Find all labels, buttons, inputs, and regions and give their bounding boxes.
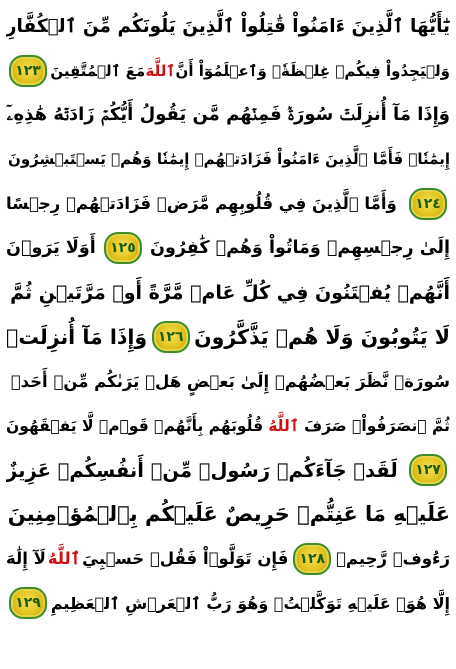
ayah-number-marker: ١٢٧ [409, 454, 447, 486]
line-9 [6, 359, 450, 403]
verse-lines [6, 4, 450, 625]
line-text-tail: فَإِن تَوَلَّوۡاْ فَقُلۡ حَسۡبِيَ [82, 549, 289, 569]
divine-name: ٱللَّهُ [47, 549, 81, 569]
line-text: قُلُوبَهُم بِأَنَّهُمۡ قَوۡمٞ لَّا يَفۡقَهُونَ [6, 416, 264, 435]
line-text: إِيمَٰنٗاۚ فَأَمَّا ٱلَّذِينَ ءَامَنُواْ فَزَادَتۡهُمۡ إِيمَٰنٗا وَهُمۡ يَسۡتَبۡشِرُونَ [8, 150, 450, 169]
line-5 [6, 182, 450, 226]
line-8 [6, 315, 450, 359]
ayah-number-marker: ١٢٣ [9, 55, 47, 87]
line-text: يَٰٓأَيُّهَا ٱلَّذِينَ ءَامَنُواْ قَٰتِلُواْ ٱلَّذِينَ يَلُونَكُم مِّنَ ٱلۡكُفَّارِ [6, 15, 450, 37]
ayah-number-marker: ١٢٦ [152, 321, 190, 353]
line-13 [6, 537, 450, 581]
divine-name: ٱللَّهَ [145, 61, 176, 80]
line-text: وَإِذَا مَآ أُنزِلَتۡ سُورَةٞ فَمِنۡهُم مَّن يَقُولُ أَيُّكُمۡ زَادَتۡهُ هَٰذِهِۦٓ [6, 104, 450, 126]
line-text: إِلَىٰ رِجۡسِهِمۡ وَمَاتُواْ وَهُمۡ كَٰفِرُونَ [150, 238, 450, 259]
line-text: مَعَ ٱلۡمُتَّقِينَ [50, 61, 146, 80]
divine-name: ٱللَّهُ [268, 416, 299, 435]
line-3 [6, 93, 450, 137]
line-11 [6, 448, 450, 492]
line-text: وَأَمَّا ٱلَّذِينَ فِي قُلُوبِهِم مَّرَضٞ فَزَادَتۡهُمۡ رِجۡسًا [6, 194, 397, 214]
ayah-number-marker: ١٢٨ [293, 543, 331, 575]
line-6 [6, 226, 450, 270]
line-text: وَلۡيَجِدُواْ فِيكُمۡ غِلۡظَةٗۚ وَٱعۡلَمُوٓاْ أَنَّ [175, 61, 450, 80]
line-text: سُورَةٞ نَّظَرَ بَعۡضُهُمۡ إِلَىٰ بَعۡضٍ هَلۡ يَرَىٰكُم مِّنۡ أَحَدٖ [10, 371, 450, 391]
line-text-tail: أَوَلَا يَرَوۡنَ [6, 238, 96, 259]
line-text: إِلَّا هُوَۖ عَلَيۡهِ تَوَكَّلۡتُۖ وَهُوَ رَبُّ ٱلۡعَرۡشِ ٱلۡعَظِيمِ [50, 593, 450, 613]
line-7 [6, 270, 450, 314]
line-text: ثُمَّ ٱنصَرَفُواْۚ صَرَفَ [304, 416, 450, 435]
line-4 [6, 137, 450, 181]
line-text: رَءُوفٞ رَّحِيمٞ [336, 549, 450, 569]
line-text-tail: لَآ إِلَٰهَ [6, 549, 46, 569]
line-text-tail: وَإِذَا مَآ أُنزِلَتۡ [6, 324, 148, 349]
line-text: لَا يَتُوبُونَ وَلَا هُمۡ يَذَّكَّرُونَ [194, 324, 450, 349]
line-1 [6, 4, 450, 48]
ayah-number-marker: ١٢٤ [409, 188, 447, 220]
ayah-number-marker: ١٢٩ [9, 587, 47, 619]
line-2 [6, 48, 450, 92]
line-10 [6, 404, 450, 448]
line-12 [6, 492, 450, 536]
line-text: لَقَدۡ جَآءَكُمۡ رَسُولٞ مِّنۡ أَنفُسِكُمۡ عَزِيزٌ [6, 458, 398, 482]
line-14 [6, 581, 450, 625]
line-text: أَنَّهُمۡ يُفۡتَنُونَ فِي كُلِّ عَامٖ مَّرَّةً أَوۡ مَرَّتَيۡنِ ثُمَّ [10, 281, 450, 304]
line-text: عَلَيۡهِ مَا عَنِتُّمۡ حَرِيصٌ عَلَيۡكُم بِٱلۡمُؤۡمِنِينَ [7, 502, 450, 527]
ayah-number-marker: ١٢٥ [104, 232, 142, 264]
